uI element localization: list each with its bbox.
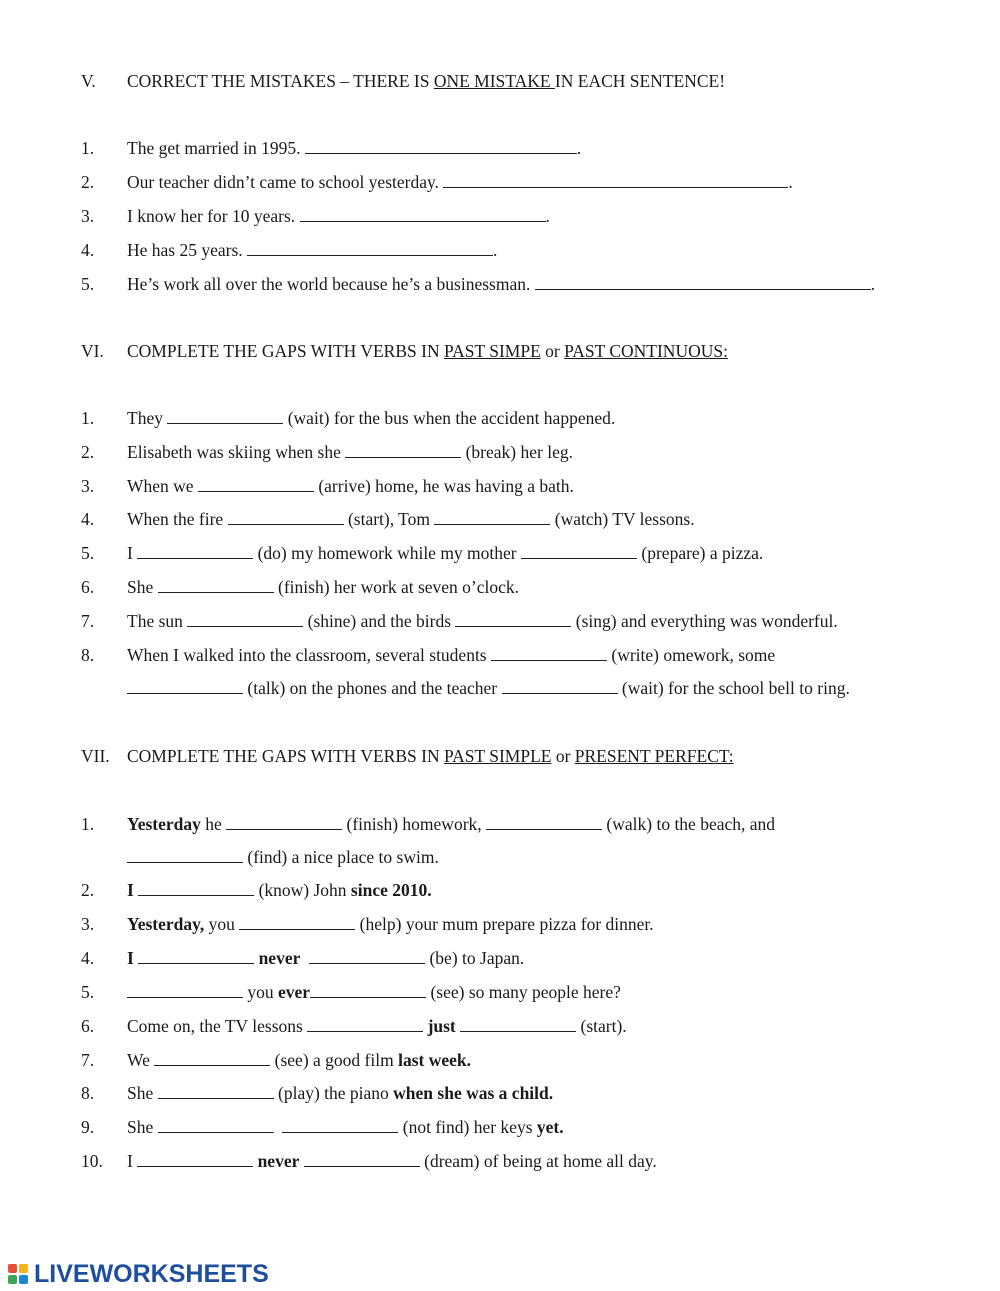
answer-blank[interactable] — [127, 847, 243, 863]
answer-blank[interactable] — [154, 1050, 270, 1066]
answer-blank[interactable] — [239, 914, 355, 930]
answer-blank[interactable] — [127, 678, 243, 694]
answer-blank[interactable] — [305, 138, 577, 154]
answer-blank[interactable] — [307, 1016, 423, 1032]
answer-blank[interactable] — [460, 1016, 576, 1032]
answer-blank[interactable] — [138, 880, 254, 896]
answer-blank[interactable] — [138, 948, 254, 964]
answer-blank[interactable] — [137, 1151, 253, 1167]
section-number: V. — [81, 71, 96, 91]
answer-blank[interactable] — [137, 543, 253, 559]
answer-blank[interactable] — [158, 577, 274, 593]
answer-blank[interactable] — [521, 543, 637, 559]
answer-blank[interactable] — [502, 678, 618, 694]
answer-blank[interactable] — [198, 476, 314, 492]
footer-logo[interactable] — [8, 1260, 269, 1288]
answer-blank[interactable] — [491, 645, 607, 661]
answer-blank[interactable] — [127, 982, 243, 998]
answer-blank[interactable] — [434, 509, 550, 525]
answer-blank[interactable] — [228, 509, 344, 525]
answer-blank[interactable] — [300, 206, 546, 222]
answer-blank[interactable] — [247, 240, 493, 256]
brand-name: LIVEWORKSHEETS — [34, 1259, 269, 1288]
answer-blank[interactable] — [310, 982, 426, 998]
answer-blank[interactable] — [309, 948, 425, 964]
answer-blank[interactable] — [535, 274, 871, 290]
section-title: COMPLETE THE GAPS WITH VERBS IN PAST SIMPLE or PRESENT PERFECT: — [127, 746, 734, 766]
answer-blank[interactable] — [158, 1117, 274, 1133]
answer-blank[interactable] — [187, 611, 303, 627]
answer-blank[interactable] — [282, 1117, 398, 1133]
answer-blank[interactable] — [443, 172, 788, 188]
answer-blank[interactable] — [304, 1151, 420, 1167]
answer-blank[interactable] — [158, 1083, 274, 1099]
liveworksheets-logo-icon — [8, 1262, 30, 1286]
answer-blank[interactable] — [486, 814, 602, 830]
section-title: COMPLETE THE GAPS WITH VERBS IN PAST SIMPE or PAST CONTINUOUS: — [127, 341, 728, 361]
answer-blank[interactable] — [455, 611, 571, 627]
answer-blank[interactable] — [345, 442, 461, 458]
answer-blank[interactable] — [226, 814, 342, 830]
section-title: CORRECT THE MISTAKES – THERE IS ONE MISTAKE IN EACH SENTENCE! — [127, 71, 726, 91]
answer-blank[interactable] — [167, 408, 283, 424]
